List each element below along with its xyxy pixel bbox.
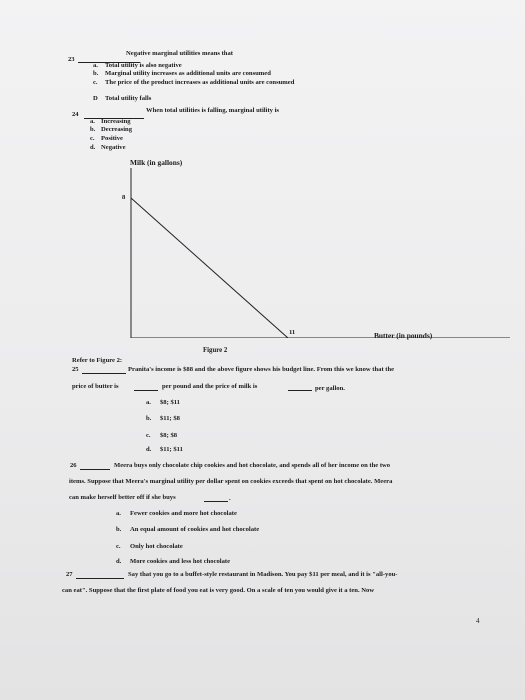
q23-number: 23	[68, 56, 75, 63]
q26-line2: items. Suppose that Meera's marginal utility per dollar spent on cookies exceeds that spent on hot chocolate. Meera	[69, 478, 393, 485]
q25-line2a: price of butter is	[72, 383, 119, 390]
q23-option-d-letter: D	[93, 95, 98, 102]
q25-line1: Pranita's income is $88 and the above figure shows his budget line. From this we know that the	[128, 366, 395, 373]
q24-option-b: Decreasing	[101, 126, 133, 133]
y-intercept-label: 8	[122, 194, 126, 201]
q24-option-a: Increasing	[101, 118, 131, 125]
q26-option-c: Only hot chocolate	[130, 543, 183, 550]
q26-option-c-letter: c.	[116, 543, 121, 550]
q26-option-b-letter: b.	[116, 526, 122, 533]
q25-line2c: per gallon.	[315, 385, 345, 392]
q25-option-c-letter: c.	[146, 432, 151, 439]
budget-line	[131, 198, 288, 338]
q24-option-c: Positive	[101, 135, 123, 142]
q23-stem: Negative marginal utilities means that	[126, 50, 233, 57]
figure-caption: Figure 2	[203, 347, 228, 354]
q24-option-c-letter: c.	[90, 135, 95, 142]
q24-option-a-letter: a.	[90, 118, 95, 125]
q23-option-d: Total utility falls	[105, 95, 152, 102]
budget-line-chart	[128, 168, 510, 338]
q25-option-a: $8; $11	[160, 399, 180, 406]
q27-line1: Say that you go to a buffet-style restaurant in Madison. You pay $11 per meal, and it is "all-you-	[128, 571, 398, 578]
q26-line1: Meera buys only chocolate chip cookies and hot chocolate, and spends all of her income on the two	[114, 462, 391, 469]
q25-answer-blank	[82, 373, 126, 374]
q26-option-b: An equal amount of cookies and hot chocolate	[130, 526, 260, 533]
q26-answer-blank	[80, 469, 110, 470]
q24-number: 24	[72, 111, 79, 118]
q25-number: 25	[72, 366, 79, 373]
q24-option-b-letter: b.	[90, 126, 96, 133]
q25-milk-price-blank	[288, 390, 312, 391]
q26-line3: can make herself better off if she buys	[69, 494, 176, 501]
q27-line2: can eat". Suppose that the first plate of food you eat is very good. On a scale of ten you would give it a ten. Now	[62, 587, 375, 594]
q23-option-b-letter: b.	[93, 70, 99, 77]
q23-option-c-letter: c.	[93, 79, 98, 86]
q26-option-d-letter: d.	[116, 558, 122, 565]
q25-line2b: per pound and the price of milk is	[162, 383, 258, 390]
q25-intro: Refer to Figure 2:	[72, 357, 123, 364]
q23-option-a: Total utility is also negative	[105, 62, 182, 69]
q26-option-a: Fewer cookies and more hot chocolate	[130, 510, 237, 517]
q25-option-a-letter: a.	[146, 399, 151, 406]
q26-option-a-letter: a.	[116, 510, 121, 517]
page-number: 4	[476, 617, 480, 625]
q25-option-c: $8; $8	[160, 432, 178, 439]
q25-option-d-letter: d.	[146, 446, 152, 453]
q27-answer-blank	[76, 578, 124, 579]
q25-option-b-letter: b.	[146, 415, 152, 422]
q27-number: 27	[66, 571, 73, 578]
q24-stem: When total utilities is falling, marginal utility is	[146, 107, 279, 114]
q26-option-d: More cookies and less hot chocolate	[130, 558, 231, 565]
q24-option-d-letter: d.	[90, 144, 96, 151]
q23-option-a-letter: a.	[93, 62, 98, 69]
q23-option-b: Marginal utility increases as additional units are consumed	[105, 70, 271, 77]
q26-line3-blank	[204, 501, 228, 502]
q25-option-d: $11; $11	[160, 446, 183, 453]
q25-butter-price-blank	[134, 390, 158, 391]
q26-line3-end: .	[229, 495, 231, 502]
x-intercept-label: 11	[289, 329, 296, 336]
q23-option-c: The price of the product increases as additional units are consumed	[105, 79, 295, 86]
y-axis-label: Milk (in gallons)	[130, 158, 183, 167]
x-axis-label: Butter (in pounds)	[374, 331, 433, 340]
q26-number: 26	[70, 462, 77, 469]
q25-option-b: $11; $8	[160, 415, 180, 422]
q24-option-d: Negative	[101, 144, 126, 151]
